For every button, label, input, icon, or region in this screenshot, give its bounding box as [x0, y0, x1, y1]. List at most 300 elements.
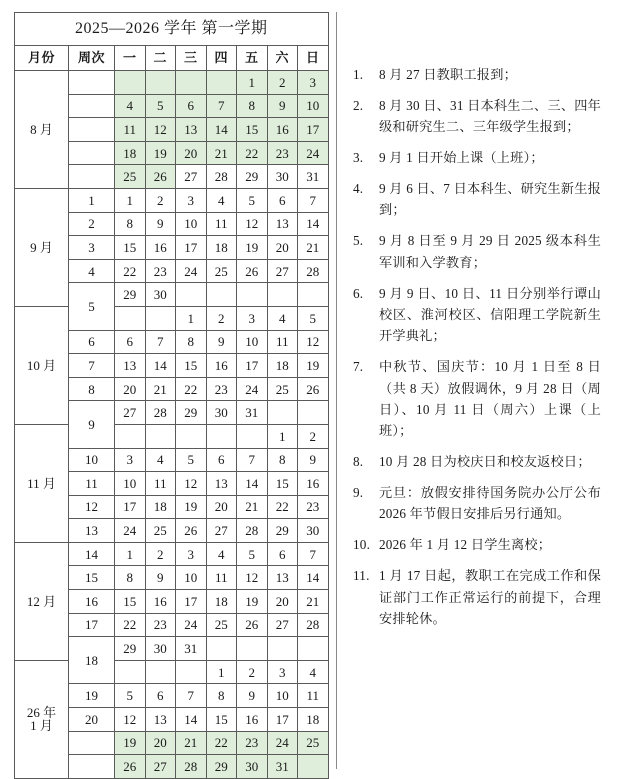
day-cell: 20	[115, 377, 146, 401]
day-cell: 23	[298, 495, 329, 519]
day-cell: 27	[115, 401, 146, 425]
day-cell: 9	[145, 212, 176, 236]
day-cell: 30	[206, 401, 237, 425]
day-cell: 20	[206, 495, 237, 519]
day-cell: 18	[115, 141, 146, 165]
day-cell: 20	[176, 141, 207, 165]
day-cell: 3	[237, 306, 268, 330]
column-header-0: 月份	[15, 46, 69, 71]
day-cell: 1	[237, 71, 268, 95]
page-title: 2025—2026 学年 第一学期	[15, 13, 329, 46]
table-head	[15, 13, 329, 71]
day-cell: 19	[176, 495, 207, 519]
note-text: 8 月 27 日教职工报到；	[379, 67, 517, 82]
day-cell: 30	[237, 755, 268, 779]
week-number-cell: 13	[69, 519, 115, 543]
day-cell: 23	[206, 377, 237, 401]
day-cell: 20	[267, 236, 298, 260]
note-text: 8 月 30 日、31 日本科生二、三、四年级和研究生二、三年级学生报到；	[379, 97, 601, 135]
calendar-body	[15, 71, 329, 779]
day-cell: 28	[298, 259, 329, 283]
day-cell: 10	[237, 330, 268, 354]
day-cell-empty	[267, 283, 298, 307]
week-number-cell: 16	[69, 590, 115, 614]
column-header-row	[15, 46, 329, 71]
day-cell: 26	[237, 613, 268, 637]
day-cell: 27	[267, 259, 298, 283]
day-cell: 18	[298, 708, 329, 732]
day-cell: 18	[206, 590, 237, 614]
notes-panel	[336, 12, 611, 769]
day-cell: 1	[115, 542, 146, 566]
note-number: 10.	[353, 537, 371, 553]
column-header-8: 日	[298, 46, 329, 71]
day-cell: 19	[237, 236, 268, 260]
day-cell: 13	[115, 354, 146, 378]
day-cell: 13	[206, 472, 237, 496]
day-cell: 21	[145, 377, 176, 401]
day-cell: 30	[145, 637, 176, 661]
day-cell: 19	[237, 590, 268, 614]
day-cell: 17	[115, 495, 146, 519]
day-cell: 25	[206, 613, 237, 637]
day-cell: 21	[237, 495, 268, 519]
calendar-week-row	[15, 71, 329, 95]
day-cell: 15	[115, 590, 146, 614]
day-cell: 22	[267, 495, 298, 519]
day-cell: 29	[115, 637, 146, 661]
day-cell: 22	[237, 141, 268, 165]
day-cell-empty	[237, 424, 268, 448]
day-cell: 15	[115, 236, 146, 260]
calendar-week-row	[15, 660, 329, 684]
note-number: 2.	[353, 97, 364, 113]
note-number: 9.	[353, 485, 364, 500]
day-cell: 28	[298, 613, 329, 637]
day-cell: 22	[115, 613, 146, 637]
day-cell: 14	[176, 708, 207, 732]
day-cell: 3	[298, 71, 329, 95]
day-cell-empty	[145, 71, 176, 95]
day-cell: 23	[267, 141, 298, 165]
day-cell: 8	[237, 94, 268, 118]
day-cell: 25	[206, 259, 237, 283]
day-cell: 28	[237, 519, 268, 543]
day-cell: 29	[176, 401, 207, 425]
week-number-cell: 3	[69, 236, 115, 260]
day-cell: 2	[237, 660, 268, 684]
day-cell-empty	[237, 283, 268, 307]
day-cell: 17	[176, 590, 207, 614]
day-cell: 20	[267, 590, 298, 614]
day-cell: 26	[237, 259, 268, 283]
day-cell: 27	[267, 613, 298, 637]
day-cell: 5	[298, 306, 329, 330]
day-cell: 25	[298, 731, 329, 755]
day-cell-empty	[206, 283, 237, 307]
day-cell: 17	[298, 118, 329, 142]
week-number-cell: 10	[69, 448, 115, 472]
month-label-3: 11 月	[15, 424, 69, 542]
day-cell: 17	[237, 354, 268, 378]
day-cell: 26	[298, 377, 329, 401]
day-cell: 22	[206, 731, 237, 755]
calendar-table-container	[6, 12, 332, 775]
day-cell: 17	[267, 708, 298, 732]
day-cell-empty	[298, 755, 329, 779]
day-cell: 7	[206, 94, 237, 118]
day-cell: 3	[115, 448, 146, 472]
day-cell-empty	[115, 660, 146, 684]
day-cell: 23	[237, 731, 268, 755]
note-item	[353, 565, 601, 629]
day-cell-empty	[176, 71, 207, 95]
note-text: 9 月 8 日至 9 月 29 日 2025 级本科生军训和入学教育；	[379, 233, 601, 270]
day-cell: 3	[176, 542, 207, 566]
day-cell: 1	[115, 188, 146, 212]
note-item	[353, 230, 601, 273]
month-label-4: 12 月	[15, 542, 69, 660]
day-cell: 23	[145, 259, 176, 283]
week-number-cell: 14	[69, 542, 115, 566]
column-header-1: 周次	[69, 46, 115, 71]
day-cell: 4	[115, 94, 146, 118]
calendar-week-row	[15, 306, 329, 330]
day-cell: 8	[267, 448, 298, 472]
day-cell: 9	[206, 330, 237, 354]
note-text: 元旦：放假安排待国务院办公厅公布 2026 年节假日安排后另行通知。	[379, 485, 601, 522]
note-item	[353, 147, 601, 168]
day-cell: 2	[145, 542, 176, 566]
day-cell: 14	[298, 566, 329, 590]
day-cell: 29	[267, 519, 298, 543]
day-cell: 25	[267, 377, 298, 401]
day-cell: 12	[176, 472, 207, 496]
day-cell: 22	[176, 377, 207, 401]
day-cell: 16	[145, 236, 176, 260]
day-cell: 7	[298, 542, 329, 566]
day-cell: 11	[206, 212, 237, 236]
day-cell: 24	[176, 259, 207, 283]
note-number: 5.	[353, 233, 364, 249]
day-cell: 5	[145, 94, 176, 118]
day-cell: 27	[145, 755, 176, 779]
day-cell: 24	[176, 613, 207, 637]
note-number: 1.	[353, 67, 364, 82]
academic-calendar-table	[14, 12, 329, 779]
day-cell: 5	[115, 684, 146, 708]
calendar-week-row	[15, 188, 329, 212]
week-number-cell: 4	[69, 259, 115, 283]
day-cell-empty	[298, 283, 329, 307]
day-cell: 7	[145, 330, 176, 354]
calendar-week-row	[15, 424, 329, 448]
day-cell: 19	[145, 141, 176, 165]
note-text: 1 月 17 日起，教职工在完成工作和保证部门工作正常运行的前提下，合理安排轮休。	[379, 568, 601, 626]
month-label-1: 9 月	[15, 188, 69, 306]
day-cell: 12	[145, 118, 176, 142]
day-cell: 4	[298, 660, 329, 684]
note-item	[353, 451, 601, 472]
week-number-cell: 17	[69, 613, 115, 637]
column-header-5: 四	[206, 46, 237, 71]
day-cell: 16	[145, 590, 176, 614]
month-label-0: 8 月	[15, 71, 69, 189]
day-cell: 11	[206, 566, 237, 590]
week-number-cell: 18	[69, 637, 115, 684]
day-cell: 28	[145, 401, 176, 425]
day-cell: 26	[115, 755, 146, 779]
day-cell: 31	[298, 165, 329, 189]
day-cell: 2	[145, 188, 176, 212]
day-cell-empty	[145, 660, 176, 684]
day-cell: 4	[206, 188, 237, 212]
day-cell: 27	[206, 519, 237, 543]
day-cell: 29	[206, 755, 237, 779]
day-cell: 6	[145, 684, 176, 708]
day-cell: 4	[206, 542, 237, 566]
day-cell: 12	[298, 330, 329, 354]
day-cell: 2	[298, 424, 329, 448]
day-cell: 12	[237, 566, 268, 590]
day-cell: 19	[298, 354, 329, 378]
day-cell: 7	[298, 188, 329, 212]
day-cell: 10	[176, 566, 207, 590]
day-cell-empty	[145, 424, 176, 448]
day-cell: 8	[115, 212, 146, 236]
day-cell: 30	[298, 519, 329, 543]
note-item	[353, 534, 601, 555]
day-cell: 9	[298, 448, 329, 472]
note-text: 9 月 9 日、10 日、11 日分别举行谭山校区、淮河校区、信阳理工学院新生开学典礼；	[379, 285, 601, 344]
day-cell: 12	[115, 708, 146, 732]
column-header-4: 三	[176, 46, 207, 71]
day-cell-empty	[115, 424, 146, 448]
note-item	[353, 283, 601, 347]
day-cell: 24	[237, 377, 268, 401]
day-cell: 13	[267, 212, 298, 236]
day-cell: 10	[298, 94, 329, 118]
day-cell: 6	[176, 94, 207, 118]
day-cell: 6	[267, 188, 298, 212]
day-cell: 11	[267, 330, 298, 354]
day-cell: 8	[206, 684, 237, 708]
note-text: 9 月 6 日、7 日本科生、研究生新生报到；	[379, 181, 601, 218]
week-number-cell: 2	[69, 212, 115, 236]
week-number-cell: 20	[69, 708, 115, 732]
week-number-cell: 6	[69, 330, 115, 354]
day-cell-empty	[206, 71, 237, 95]
day-cell: 2	[206, 306, 237, 330]
week-number-cell: 1	[69, 188, 115, 212]
day-cell: 1	[267, 424, 298, 448]
week-number-cell: 9	[69, 401, 115, 448]
day-cell: 17	[176, 236, 207, 260]
day-cell: 11	[298, 684, 329, 708]
day-cell: 14	[145, 354, 176, 378]
day-cell: 5	[237, 542, 268, 566]
week-number-cell	[69, 755, 115, 779]
day-cell: 11	[115, 118, 146, 142]
day-cell: 16	[237, 708, 268, 732]
column-header-3: 二	[145, 46, 176, 71]
day-cell: 25	[115, 165, 146, 189]
day-cell: 10	[115, 472, 146, 496]
week-number-cell: 5	[69, 283, 115, 330]
column-header-7: 六	[267, 46, 298, 71]
day-cell: 6	[115, 330, 146, 354]
day-cell-empty	[267, 637, 298, 661]
note-text: 中秋节、国庆节：10 月 1 日至 8 日（共 8 天）放假调休，9 月 28 日（周日）、10 月 11 日（周六）上课（上班）；	[379, 359, 601, 439]
week-number-cell: 11	[69, 472, 115, 496]
day-cell: 22	[115, 259, 146, 283]
day-cell: 3	[267, 660, 298, 684]
week-number-cell: 19	[69, 684, 115, 708]
day-cell: 18	[145, 495, 176, 519]
month-label-2: 10 月	[15, 306, 69, 424]
day-cell-empty	[298, 637, 329, 661]
week-number-cell	[69, 118, 115, 142]
day-cell: 13	[176, 118, 207, 142]
day-cell: 29	[115, 283, 146, 307]
note-number: 4.	[353, 181, 364, 196]
day-cell: 12	[237, 212, 268, 236]
day-cell: 6	[267, 542, 298, 566]
day-cell: 13	[267, 566, 298, 590]
day-cell: 11	[145, 472, 176, 496]
day-cell: 26	[145, 165, 176, 189]
column-header-6: 五	[237, 46, 268, 71]
note-number: 3.	[353, 150, 364, 166]
day-cell: 24	[267, 731, 298, 755]
day-cell: 2	[267, 71, 298, 95]
week-number-cell	[69, 94, 115, 118]
day-cell: 6	[206, 448, 237, 472]
day-cell: 7	[237, 448, 268, 472]
day-cell: 8	[176, 330, 207, 354]
day-cell: 23	[145, 613, 176, 637]
day-cell-empty	[237, 637, 268, 661]
day-cell: 4	[267, 306, 298, 330]
notes-list	[353, 64, 601, 629]
day-cell-empty	[267, 401, 298, 425]
day-cell: 3	[176, 188, 207, 212]
day-cell-empty	[115, 306, 146, 330]
day-cell: 1	[176, 306, 207, 330]
note-item	[353, 178, 601, 221]
week-number-cell	[69, 165, 115, 189]
day-cell-empty	[206, 424, 237, 448]
day-cell-empty	[176, 283, 207, 307]
day-cell: 16	[298, 472, 329, 496]
day-cell: 14	[237, 472, 268, 496]
day-cell: 31	[176, 637, 207, 661]
week-number-cell: 15	[69, 566, 115, 590]
day-cell: 25	[145, 519, 176, 543]
day-cell: 16	[267, 118, 298, 142]
note-text: 9 月 1 日开始上课（上班）；	[379, 150, 544, 166]
day-cell: 4	[145, 448, 176, 472]
note-item	[353, 482, 601, 525]
day-cell: 14	[298, 212, 329, 236]
week-number-cell	[69, 141, 115, 165]
day-cell: 31	[237, 401, 268, 425]
day-cell-empty	[145, 306, 176, 330]
day-cell: 21	[176, 731, 207, 755]
day-cell: 14	[206, 118, 237, 142]
note-item	[353, 95, 601, 138]
day-cell: 18	[206, 236, 237, 260]
note-number: 8.	[353, 454, 364, 470]
day-cell: 30	[267, 165, 298, 189]
day-cell: 15	[176, 354, 207, 378]
title-row	[15, 13, 329, 46]
day-cell-empty	[206, 637, 237, 661]
day-cell: 10	[267, 684, 298, 708]
day-cell: 9	[237, 684, 268, 708]
day-cell: 27	[176, 165, 207, 189]
day-cell: 26	[176, 519, 207, 543]
day-cell: 8	[115, 566, 146, 590]
day-cell: 9	[145, 566, 176, 590]
day-cell: 21	[206, 141, 237, 165]
day-cell: 19	[115, 731, 146, 755]
day-cell: 5	[176, 448, 207, 472]
day-cell: 31	[267, 755, 298, 779]
day-cell: 7	[176, 684, 207, 708]
week-number-cell: 12	[69, 495, 115, 519]
day-cell: 9	[267, 94, 298, 118]
day-cell: 30	[145, 283, 176, 307]
day-cell-empty	[176, 424, 207, 448]
day-cell: 21	[298, 236, 329, 260]
day-cell: 28	[176, 755, 207, 779]
day-cell: 15	[267, 472, 298, 496]
note-text: 10 月 28 日为校庆日和校友返校日；	[379, 454, 591, 470]
day-cell: 15	[237, 118, 268, 142]
week-number-cell	[69, 731, 115, 755]
day-cell: 10	[176, 212, 207, 236]
week-number-cell: 7	[69, 354, 115, 378]
calendar-week-row	[15, 542, 329, 566]
day-cell-empty	[115, 71, 146, 95]
week-number-cell	[69, 71, 115, 95]
week-number-cell: 8	[69, 377, 115, 401]
day-cell: 24	[298, 141, 329, 165]
day-cell: 5	[237, 188, 268, 212]
note-text: 2026 年 1 月 12 日学生离校；	[379, 537, 552, 553]
day-cell-empty	[176, 660, 207, 684]
day-cell: 18	[267, 354, 298, 378]
day-cell: 29	[237, 165, 268, 189]
note-number: 11.	[353, 568, 370, 584]
day-cell: 21	[298, 590, 329, 614]
note-number: 6.	[353, 285, 364, 301]
day-cell: 16	[206, 354, 237, 378]
day-cell: 13	[145, 708, 176, 732]
note-number: 7.	[353, 359, 364, 375]
month-label-5: 26 年 1 月	[15, 660, 69, 778]
day-cell: 24	[115, 519, 146, 543]
note-item	[353, 64, 601, 85]
day-cell: 28	[206, 165, 237, 189]
day-cell: 20	[145, 731, 176, 755]
day-cell: 1	[206, 660, 237, 684]
note-item	[353, 356, 601, 442]
day-cell: 15	[206, 708, 237, 732]
day-cell-empty	[298, 401, 329, 425]
column-header-2: 一	[115, 46, 146, 71]
